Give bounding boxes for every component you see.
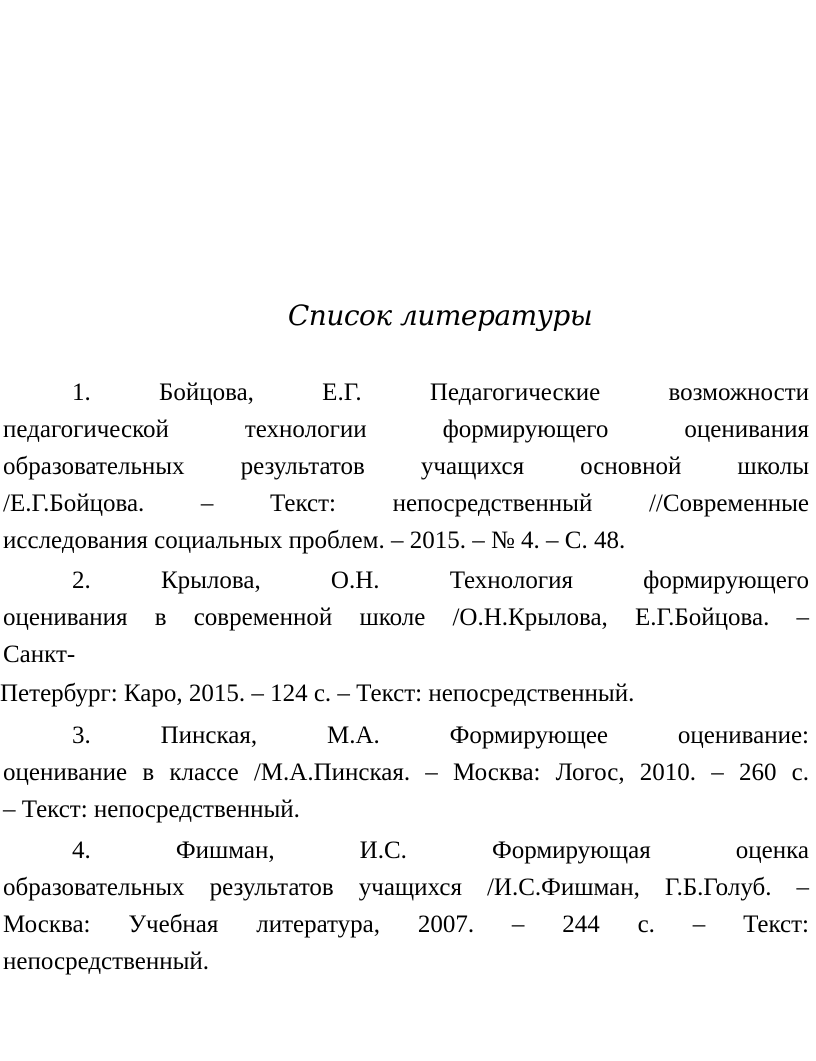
reference-1-line-5: исследования социальных проблем. – 2015. – № 4. – С. 48. [3,527,626,554]
reference-2-line-2: оценивания в современной школе /О.Н.Крылова, Е.Г.Бойцова. – [3,604,809,631]
reference-4-line-3: Москва: Учебная литература, 2007. – 244 с. – Текст: [3,911,809,938]
reference-3-line-2: оценивание в классе /М.А.Пинская. – Москва: Логос, 2010. – 260 с. [3,759,809,786]
reference-1-line-1: 1. Бойцова, Е.Г. Педагогические возможности [72,379,809,406]
reference-1-line-2: педагогической технологии формирующего оценивания [3,416,809,443]
reference-3-line-1: 3. Пинская, М.А. Формирующее оценивание: [72,722,809,749]
reference-1-line-4: /Е.Г.Бойцова. – Текст: непосредственный //Современные [3,490,809,517]
reference-4-line-4: непосредственный. [3,948,210,975]
reference-4-line-1: 4. Фишман, И.С. Формирующая оценка [72,837,809,864]
page-title: Список литературы [287,299,593,332]
reference-2-line-1: 2. Крылова, О.Н. Технология формирующего [72,567,809,594]
reference-4-line-2: образовательных результатов учащихся /И.С.Фишман, Г.Б.Голуб. – [3,874,809,901]
reference-3-line-3: – Текст: непосредственный. [3,796,300,823]
reference-1-line-3: образовательных результатов учащихся основной школы [3,453,809,480]
reference-2-line-3: Санкт- [3,641,76,668]
reference-2-line-4: Петербург: Каро, 2015. – 124 с. – Текст: непосредственный. [0,680,635,707]
